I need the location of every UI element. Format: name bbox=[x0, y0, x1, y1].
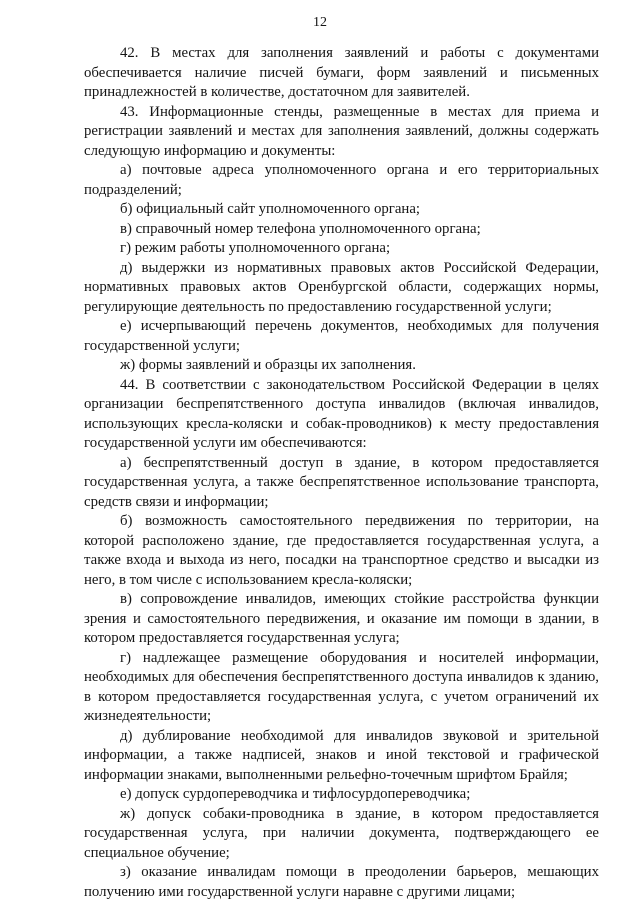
list-item-43-d: д) выдержки из нормативных правовых актов Российской Федерации, нормативных правовых актов Оренбургской области, содержащих нормы, регулирующие деятельность по предоставлению государственной услуги; bbox=[84, 259, 599, 315]
list-item-43-v: в) справочный номер телефона уполномоченного органа; bbox=[120, 220, 481, 237]
list-item-44-e: е) допуск сурдопереводчика и тифлосурдопереводчика; bbox=[120, 786, 471, 802]
list-item-43-zh: ж) формы заявлений и образцы их заполнения. bbox=[120, 357, 416, 373]
paragraph-42: 42. В местах для заполнения заявлений и работы с документами обеспечивается наличие писчей бумаги, форм заявлений и письменных принадлежностей в количестве, достаточном для заявителей. bbox=[84, 45, 599, 100]
page-number: 12 bbox=[313, 15, 327, 30]
list-item-44-g: г) надлежащее размещение оборудования и носителей информации, необходимых для обеспечения беспрепятственного доступа инвалидов к зданию, в котором предоставляется государственная услуга, с учетом ограничений их жизнедеятельности; bbox=[84, 649, 599, 724]
paragraph-43: 43. Информационные стенды, размещенные в местах для приема и регистрации заявлений и местах для заполнения заявлений, должны содержать следующую информацию и документы: bbox=[84, 103, 599, 159]
paragraph-44: 44. В соответствии с законодательством Российской Федерации в целях организации беспрепятственного доступа инвалидов (включая инвалидов, использующих кресла-коляски и собак-проводников) к месту предоставления государственной услуги им обеспечиваются: bbox=[84, 376, 599, 451]
document-body bbox=[84, 44, 599, 902]
list-item-44-a: а) беспрепятственный доступ в здание, в котором предоставляется государственная услуга, а также беспрепятственное использование транспорта, средств связи и информации; bbox=[84, 454, 599, 510]
list-item-43-g: г) режим работы уполномоченного органа; bbox=[120, 240, 391, 256]
list-item-43-e: е) исчерпывающий перечень документов, необходимых для получения государственной услуги; bbox=[84, 318, 599, 354]
list-item-43-a: а) почтовые адреса уполномоченного органа и его территориальных подразделений; bbox=[84, 162, 599, 198]
list-item-44-z: з) оказание инвалидам помощи в преодолении барьеров, мешающих получению ими государственной услуги наравне с другими лицами; bbox=[84, 864, 599, 900]
list-item-44-d: д) дублирование необходимой для инвалидов звуковой и зрительной информации, а также надписей, знаков и иной текстовой и графической информации знаками, выполненными рельефно-точечным шрифтом Брайля; bbox=[84, 727, 599, 783]
list-item-43-b: б) официальный сайт уполномоченного органа; bbox=[120, 201, 420, 217]
list-item-44-zh: ж) допуск собаки-проводника в здание, в котором предоставляется государственная услуга, при наличии документа, подтверждающего ее специальное обучение; bbox=[84, 805, 599, 861]
list-item-44-v: в) сопровождение инвалидов, имеющих стойкие расстройства функции зрения и самостоятельного передвижения, и оказание им помощи в здании, в котором предоставляется государственная услуга; bbox=[84, 591, 599, 646]
list-item-44-b: б) возможность самостоятельного передвижения по территории, на которой расположено здание, где предоставляется государственная услуга, а также входа и выхода из него, посадки на транспортное средство и высадки из него, в том числе с использованием кресла-коляски; bbox=[84, 513, 599, 588]
